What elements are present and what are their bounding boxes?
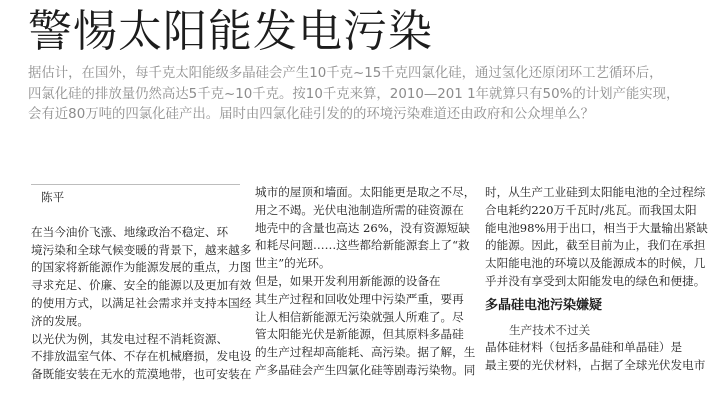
body-line: 管太阳能光伏是新能源，但其原料多晶硅 bbox=[255, 327, 464, 342]
article-title: 警惕太阳能发电污染 bbox=[28, 6, 433, 57]
lead-line: 四氯化硅的排放量仍然高达5千克~10千克。按10千克来算，2010—201 1年就算只有50%的计划产能实现， bbox=[28, 86, 680, 102]
body-line: 太阳能电池的环境以及能源成本的时候，几 bbox=[485, 256, 706, 271]
body-line: 的使用方式，以满足社会需求并支持本国经 bbox=[31, 295, 252, 310]
body-line: 济的发展。 bbox=[31, 313, 89, 328]
body-line: 产多晶硅会产生四氯化硅等剧毒污染物。同 bbox=[255, 362, 476, 377]
body-line: 晶体硅材料（包括多晶硅和单晶硅）是 bbox=[485, 340, 683, 355]
article-lead bbox=[28, 64, 700, 126]
body-line: 最主要的光伏材料，占据了全球光伏发电市 bbox=[485, 358, 706, 373]
body-line: 寻求充足、价廉、安全的能源以及更加有效 bbox=[31, 278, 252, 293]
lead-line: 据估计，在国外，每千克太阳能级多晶硅会产生10千克~15千克四氯化硅，通过氢化还原闭环工艺循环后， bbox=[28, 66, 663, 81]
sub-heading: 生产技术不过关 bbox=[509, 322, 591, 337]
body-line: 世主”的光环。 bbox=[255, 256, 331, 271]
body-line: 不排放温室气体、不存在机械磨损，发电设 bbox=[31, 349, 252, 364]
column-2 bbox=[255, 184, 476, 380]
body-line: 乎并没有享受到太阳能发电的绿色和便捷。 bbox=[485, 273, 706, 288]
body-line: 能电池98%用于出口，相当于大量输出紧缺 bbox=[485, 220, 708, 235]
column-1 bbox=[31, 184, 252, 384]
author-divider bbox=[31, 184, 240, 185]
column-3 bbox=[485, 184, 708, 375]
body-line: 的生产过程却高能耗、高污染。据了解，生 bbox=[255, 345, 476, 360]
section-heading: 多晶硅电池污染嫌疑 bbox=[485, 297, 603, 313]
lead-line: 会有近80万吨的四氯化硅产出。届时由四氯化硅引发的的环境污染难道还由政府和公众埋单么？ bbox=[28, 107, 595, 122]
body-line: 让人相信新能源无污染就强人所难了。尽 bbox=[255, 309, 464, 324]
body-line: 时，从生产工业硅到太阳能电池的全过程综 bbox=[485, 185, 706, 199]
body-line: 但是，如果开发利用新能源的设备在 bbox=[255, 273, 441, 288]
body-line: 的国家将新能源作为能源发展的重点，力图 bbox=[31, 260, 252, 275]
body-line: 城市的屋顶和墙面。太阳能更是取之不尽， bbox=[255, 185, 476, 199]
body-line: 以光伏为例，其发电过程不消耗资源、 bbox=[31, 331, 229, 346]
body-line: 用之不竭。光伏电池制造所需的硅资源在 bbox=[255, 202, 464, 217]
body-line: 的能源。因此，截至目前为止，我们在承担 bbox=[485, 238, 706, 253]
body-line: 和耗尽问题……这些都给新能源套上了“救 bbox=[255, 238, 470, 253]
author-name: 陈平 bbox=[41, 190, 65, 204]
body-line: 在当今油价飞涨、地缘政治不稳定、环 bbox=[31, 224, 229, 239]
body-line: 境污染和全球气候变暖的背景下，越来越多 bbox=[31, 242, 252, 257]
body-line: 其生产过程和回收处理中污染严重，要再 bbox=[255, 291, 464, 306]
body-line: 地壳中的含量也高达 26%，没有资源短缺 bbox=[255, 220, 470, 235]
body-line: 备既能安装在无水的荒漠地带，也可安装在 bbox=[31, 367, 252, 382]
body-line: 合电耗约220万千瓦时/兆瓦。而我国太阳 bbox=[485, 202, 697, 217]
